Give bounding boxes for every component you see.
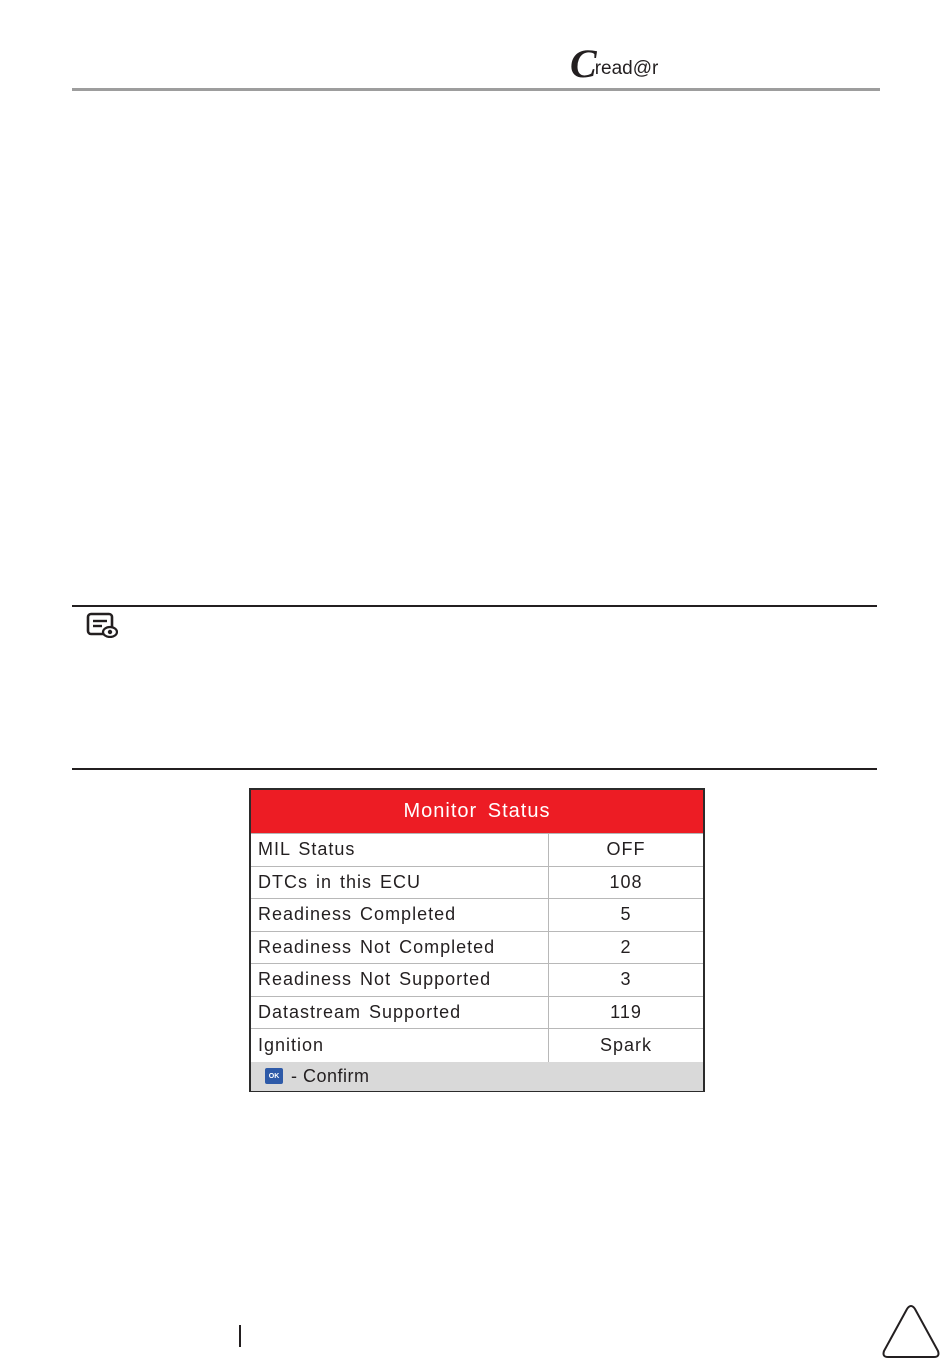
row-label: Readiness Not Completed xyxy=(251,932,549,964)
row-value: OFF xyxy=(606,839,646,860)
monitor-status-screen xyxy=(249,788,705,1092)
creader-logo xyxy=(570,41,659,86)
row-label: Ignition xyxy=(251,1029,549,1062)
row-value: 5 xyxy=(620,904,632,925)
row-label: Readiness Completed xyxy=(251,899,549,931)
note-bottom-divider xyxy=(72,768,877,770)
table-row[interactable] xyxy=(251,1029,703,1062)
note-eye-icon xyxy=(86,612,118,638)
confirm-hint: - Confirm xyxy=(291,1065,370,1086)
screen-footer xyxy=(251,1062,703,1091)
row-value: 2 xyxy=(620,936,632,957)
header-divider xyxy=(72,88,880,91)
table-row[interactable] xyxy=(251,899,703,932)
page-number-bar xyxy=(239,1325,241,1347)
ok-key-icon[interactable]: OK xyxy=(265,1068,283,1084)
row-label: Datastream Supported xyxy=(251,997,549,1029)
logo-initial: C xyxy=(570,41,593,86)
logo-text: read@r xyxy=(594,58,659,79)
table-row[interactable] xyxy=(251,867,703,900)
table-row[interactable] xyxy=(251,932,703,965)
row-value: 3 xyxy=(620,969,632,990)
note-top-divider xyxy=(72,605,877,607)
screen-title: Monitor Status xyxy=(251,790,703,834)
row-label: Readiness Not Supported xyxy=(251,964,549,996)
row-value: 108 xyxy=(609,871,643,892)
table-row[interactable] xyxy=(251,997,703,1030)
row-label: MIL Status xyxy=(251,834,549,866)
row-label: DTCs in this ECU xyxy=(251,867,549,899)
table-row[interactable] xyxy=(251,834,703,867)
row-value: 119 xyxy=(610,1001,642,1022)
triangle-icon xyxy=(880,1303,942,1361)
row-value: Spark xyxy=(599,1034,653,1055)
table-row[interactable] xyxy=(251,964,703,997)
